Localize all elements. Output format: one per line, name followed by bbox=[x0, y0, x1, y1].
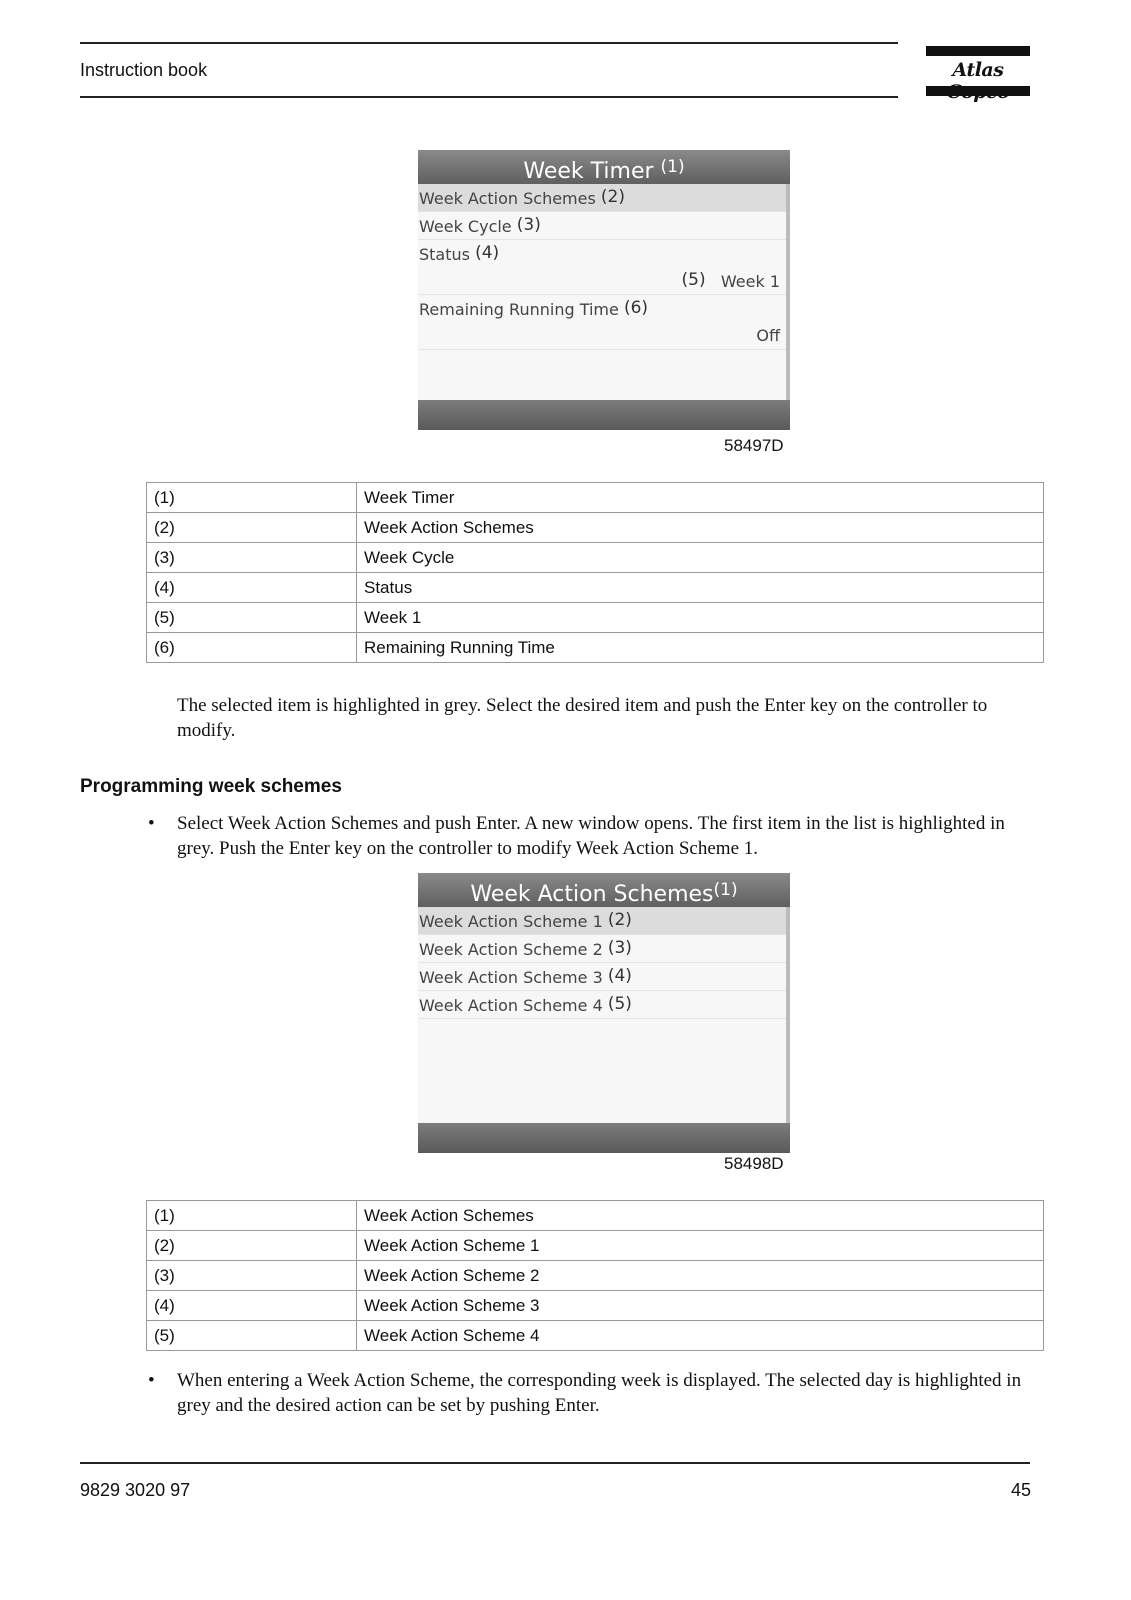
week-action-schemes-screen bbox=[418, 873, 790, 1153]
menu-item-status[interactable] bbox=[418, 240, 790, 267]
menu-item-label: Status bbox=[419, 245, 470, 264]
callout-number: (5) bbox=[607, 994, 632, 1014]
table-row bbox=[147, 1321, 1044, 1351]
table-row bbox=[147, 1261, 1044, 1291]
screen-title-bar bbox=[418, 873, 790, 907]
menu-item-label: Week Action Scheme 3 bbox=[419, 968, 603, 987]
description-cell: Week Action Scheme 1 bbox=[357, 1231, 1044, 1261]
page-number: 45 bbox=[1010, 1480, 1031, 1500]
description-cell: Week Action Scheme 4 bbox=[357, 1321, 1044, 1351]
remaining-time-value-row bbox=[418, 322, 790, 350]
callout-cell: (3) bbox=[147, 1261, 357, 1291]
scrollbar[interactable] bbox=[786, 184, 790, 400]
callout-cell: (4) bbox=[147, 573, 357, 603]
screen-footer-bar bbox=[418, 400, 790, 430]
description-cell: Week Action Schemes bbox=[357, 513, 1044, 543]
callout-cell: (3) bbox=[147, 543, 357, 573]
callout-cell: (2) bbox=[147, 513, 357, 543]
status-value-text: Week 1 bbox=[720, 272, 780, 291]
description-cell: Week 1 bbox=[357, 603, 1044, 633]
callout-number: (1) bbox=[660, 157, 685, 177]
table-row bbox=[147, 1291, 1044, 1321]
remaining-time-value: Off bbox=[756, 326, 780, 345]
screen-title: Week Action Schemes bbox=[470, 882, 714, 907]
screen-footer-bar bbox=[418, 1123, 790, 1153]
bullet-text: When entering a Week Action Scheme, the corresponding week is displayed. The selected day is highlighted in grey and the desired action can be set by pushing Enter. bbox=[177, 1370, 1022, 1416]
status-value-row bbox=[418, 267, 790, 295]
menu-item-label: Week Action Scheme 1 bbox=[419, 912, 603, 931]
menu-item-week-action-schemes[interactable] bbox=[418, 184, 790, 212]
callout-number: (2) bbox=[607, 910, 632, 930]
table-row bbox=[147, 1201, 1044, 1231]
callout-cell: (1) bbox=[147, 1201, 357, 1231]
legend-table-week-action-schemes bbox=[146, 1200, 1044, 1351]
menu-item-remaining-running-time[interactable] bbox=[418, 295, 790, 322]
callout-cell: (6) bbox=[147, 633, 357, 663]
callout-cell: (4) bbox=[147, 1291, 357, 1321]
callout-number: (4) bbox=[607, 966, 632, 986]
description-cell: Week Action Schemes bbox=[357, 1201, 1044, 1231]
menu-item-label: Remaining Running Time bbox=[419, 300, 619, 319]
menu-item-week-action-scheme-2[interactable] bbox=[418, 935, 790, 963]
menu-item-label: Week Cycle bbox=[419, 217, 512, 236]
table-row bbox=[147, 543, 1044, 573]
menu-item-week-action-scheme-1[interactable] bbox=[418, 907, 790, 935]
footer-rule bbox=[80, 1462, 1030, 1464]
description-cell: Week Timer bbox=[357, 483, 1044, 513]
callout-number: (2) bbox=[600, 187, 626, 207]
table-row bbox=[147, 573, 1044, 603]
header-bottom-rule bbox=[80, 96, 898, 98]
callout-cell: (5) bbox=[147, 603, 357, 633]
description-cell: Week Action Scheme 2 bbox=[357, 1261, 1044, 1291]
screen-title: Week Timer bbox=[523, 159, 654, 184]
bullet-marker: • bbox=[148, 813, 155, 834]
table-row bbox=[147, 603, 1044, 633]
menu-item-week-action-scheme-4[interactable] bbox=[418, 991, 790, 1019]
instruction-paragraph: The selected item is highlighted in grey. Select the desired item and push the Enter key on the controller to modify. bbox=[177, 695, 988, 741]
callout-cell: (2) bbox=[147, 1231, 357, 1261]
description-cell: Status bbox=[357, 573, 1044, 603]
logo-text: Atlas bbox=[952, 59, 1004, 81]
legend-table-week-timer bbox=[146, 482, 1044, 663]
scrollbar[interactable] bbox=[786, 907, 790, 1123]
header-title: Instruction book bbox=[80, 60, 208, 80]
bullet-text: Select Week Action Schemes and push Enter. A new window opens. The first item in the list is highlighted in grey. Push the Enter key on the controller to modify Week Action Scheme 1. bbox=[177, 813, 1005, 859]
menu-item-label: Week Action Scheme 4 bbox=[419, 996, 603, 1015]
table-row bbox=[147, 513, 1044, 543]
week-timer-screen bbox=[418, 150, 790, 430]
atlas-copco-logo bbox=[926, 46, 1030, 98]
menu-item-week-action-scheme-3[interactable] bbox=[418, 963, 790, 991]
callout-number: (5) bbox=[681, 270, 706, 290]
description-cell: Week Cycle bbox=[357, 543, 1044, 573]
bullet-marker: • bbox=[148, 1370, 155, 1391]
description-cell: Week Action Scheme 3 bbox=[357, 1291, 1044, 1321]
menu-item-week-cycle[interactable] bbox=[418, 212, 790, 240]
callout-number: (3) bbox=[516, 215, 541, 235]
menu-item-label: Week Action Scheme 2 bbox=[419, 940, 603, 959]
callout-number: (4) bbox=[475, 243, 500, 263]
document-number: 9829 3020 97 bbox=[80, 1480, 191, 1500]
section-heading: Programming week schemes bbox=[80, 776, 342, 797]
table-row bbox=[147, 633, 1044, 663]
table-row bbox=[147, 1231, 1044, 1261]
screen-title-bar bbox=[418, 150, 790, 184]
menu-item-label: Week Action Schemes bbox=[419, 189, 596, 208]
header-top-rule bbox=[80, 42, 898, 44]
figure-id: 58497D bbox=[724, 436, 784, 455]
description-cell: Remaining Running Time bbox=[357, 633, 1044, 663]
status-value bbox=[682, 267, 780, 295]
callout-number: (1) bbox=[713, 880, 738, 900]
callout-cell: (5) bbox=[147, 1321, 357, 1351]
callout-cell: (1) bbox=[147, 483, 357, 513]
table-row bbox=[147, 483, 1044, 513]
callout-number: (3) bbox=[607, 938, 632, 958]
figure-id: 58498D bbox=[724, 1154, 784, 1173]
callout-number: (6) bbox=[623, 298, 649, 318]
